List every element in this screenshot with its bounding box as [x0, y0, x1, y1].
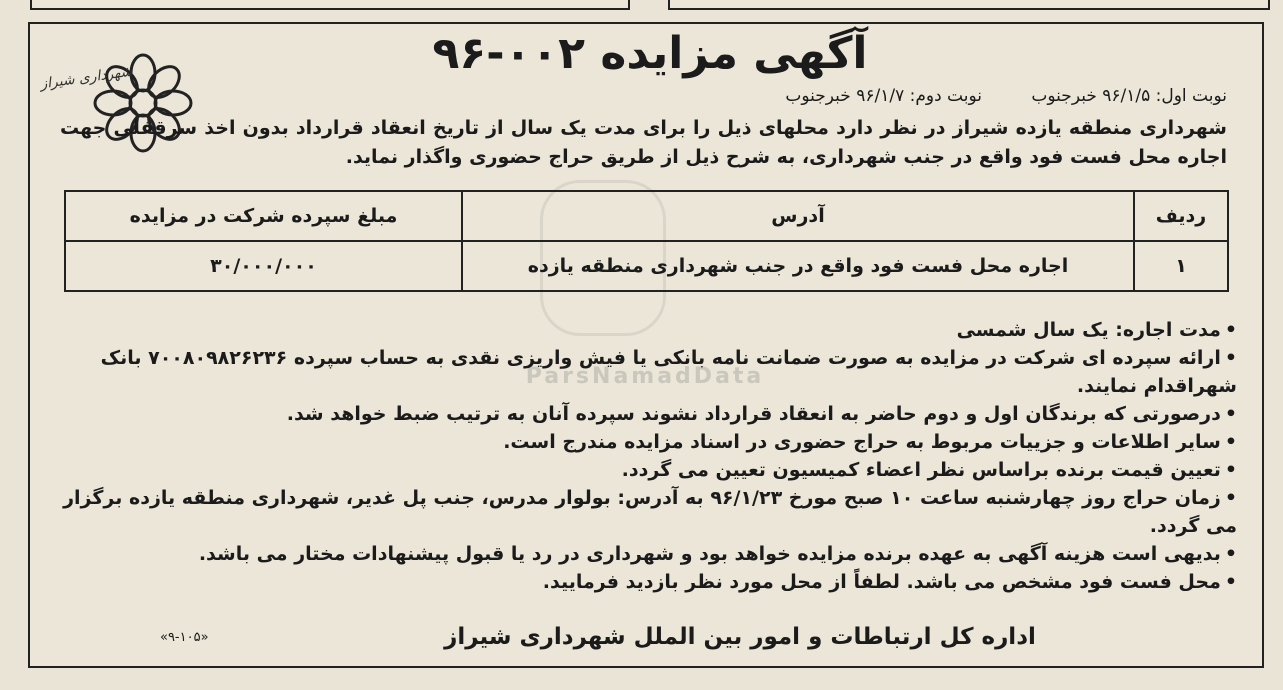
header-deposit: مبلغ سپرده شرکت در مزایده [65, 191, 462, 241]
list-item: • سایر اطلاعات و جزییات مربوط به حراج حضوری در اسناد مزایده مندرج است. [46, 428, 1237, 456]
list-item: • ارائه سپرده ای شرکت در مزایده به صورت ضمانت نامه بانکی یا فیش واریزی نقدی به حساب سپرده ۷۰۰۸۰۹۸۲۶۲۳۶ بانک شهراقدام نمایند. [46, 344, 1237, 400]
list-item: • درصورتی که برندگان اول و دوم حاضر به انعقاد قرارداد نشوند سپرده آنان به ترتیب ضبط خواهد شد. [46, 400, 1237, 428]
header-row-number: ردیف [1134, 191, 1228, 241]
notice-title: آگهی مزایده ۰۰۲-۹۶ [432, 28, 868, 79]
list-item: • محل فست فود مشخص می باشد. لطفاً از محل مورد نظر بازدید فرمایید. [46, 568, 1237, 596]
list-item: • مدت اجاره: یک سال شمسی [46, 316, 1237, 344]
publication-second: نوبت دوم: ۹۶/۱/۷ خبرجنوب [785, 86, 982, 106]
intro-paragraph: شهرداری منطقه یازده شیراز در نظر دارد محلهای ذیل را برای مدت یک سال از تاریخ انعقاد قرارداد بدون اخذ سرقفلی جهت اجاره محل فست فود واقع در جنب شهرداری، به شرح ذیل از طریق حراج حضوری واگذار نماید. [60, 117, 1227, 168]
header-address: آدرس [462, 191, 1134, 241]
table-row [65, 241, 1228, 291]
conditions-list [46, 316, 1237, 596]
list-item: • زمان حراج روز چهارشنبه ساعت ۱۰ صبح مورخ ۹۶/۱/۲۳ به آدرس: بولوار مدرس، جنب پل غدیر، شهرداری منطقه یازده برگزار می گردد. [46, 484, 1237, 540]
cell-address: اجاره محل فست فود واقع در جنب شهرداری منطقه یازده [462, 241, 1134, 291]
publication-dates [741, 86, 1227, 106]
previous-ad-border-left [30, 0, 630, 10]
cell-row-number: ۱ [1134, 241, 1228, 291]
list-item: • تعیین قیمت برنده براساس نظر اعضاء کمیسیون تعیین می گردد. [46, 456, 1237, 484]
logo-signature: شهرداری شیراز [39, 63, 134, 93]
cell-deposit: ۳۰/۰۰۰/۰۰۰ [65, 241, 462, 291]
previous-ad-border-right [668, 0, 1270, 10]
list-item: • بدیهی است هزینه آگهی به عهده برنده مزایده خواهد بود و شهرداری در رد یا قبول پیشنهادات مختار می باشد. [46, 540, 1237, 568]
auction-table [64, 190, 1229, 292]
publication-first: نوبت اول: ۹۶/۱/۵ خبرجنوب [1031, 86, 1227, 106]
table-header-row [65, 191, 1228, 241]
footer-signature: اداره کل ارتباطات و امور بین الملل شهرداری شیراز [444, 624, 1036, 650]
reference-code: «۹-۱۰۵» [160, 630, 209, 645]
watermark-text: ParsNamadData [525, 364, 765, 389]
